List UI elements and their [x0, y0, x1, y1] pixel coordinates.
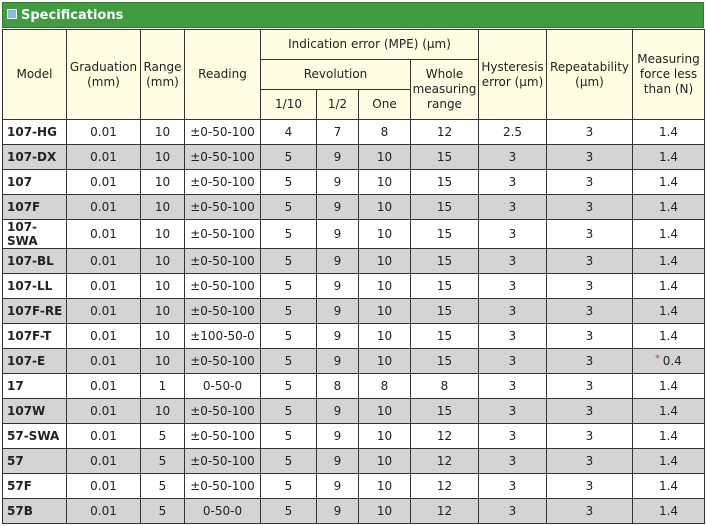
- rev-one-cell: 10: [359, 349, 411, 374]
- model-cell: 107F-T: [3, 324, 67, 349]
- measuring-force-value: 1.4: [658, 150, 679, 164]
- table-row: [3, 324, 705, 349]
- rev-one-cell: 10: [359, 449, 411, 474]
- whole-range-cell: 12: [411, 499, 479, 524]
- graduation-cell: 0.01: [67, 324, 141, 349]
- rev-tenth-cell: 5: [261, 449, 317, 474]
- header-model: Model: [3, 30, 67, 120]
- rev-one-cell: 8: [359, 374, 411, 399]
- hysteresis-cell: 3: [479, 195, 547, 220]
- rev-half-cell: 9: [317, 249, 359, 274]
- measuring-force-value: 1.4: [658, 479, 679, 493]
- rev-half-cell: 9: [317, 274, 359, 299]
- measuring-force-cell: [633, 374, 705, 399]
- hysteresis-cell: 3: [479, 474, 547, 499]
- repeatability-cell: 3: [547, 349, 633, 374]
- header-rev-half: 1/2: [317, 90, 359, 120]
- header-reading: Reading: [185, 30, 261, 120]
- table-row: [3, 399, 705, 424]
- range-cell: 10: [141, 220, 185, 249]
- rev-tenth-cell: 5: [261, 474, 317, 499]
- measuring-force-value: 1.4: [658, 504, 679, 518]
- range-cell: 10: [141, 170, 185, 195]
- measuring-force-cell: [633, 195, 705, 220]
- table-row: [3, 499, 705, 524]
- reading-cell: ±0-50-100: [185, 399, 261, 424]
- repeatability-cell: 3: [547, 120, 633, 145]
- rev-tenth-cell: 5: [261, 195, 317, 220]
- measuring-force-value: 1.4: [658, 200, 679, 214]
- rev-half-cell: 9: [317, 220, 359, 249]
- reading-cell: 0-50-0: [185, 374, 261, 399]
- reading-cell: ±0-50-100: [185, 299, 261, 324]
- model-cell: 17: [3, 374, 67, 399]
- rev-half-cell: 7: [317, 120, 359, 145]
- measuring-force-value: 1.4: [658, 175, 679, 189]
- whole-range-cell: 15: [411, 299, 479, 324]
- repeatability-cell: 3: [547, 474, 633, 499]
- specifications-table: [2, 29, 705, 524]
- repeatability-cell: 3: [547, 299, 633, 324]
- reading-cell: ±0-50-100: [185, 349, 261, 374]
- rev-half-cell: 9: [317, 299, 359, 324]
- reading-cell: ±0-50-100: [185, 274, 261, 299]
- repeatability-cell: 3: [547, 324, 633, 349]
- model-cell: 107F-RE: [3, 299, 67, 324]
- rev-half-cell: 9: [317, 449, 359, 474]
- reading-cell: ±0-50-100: [185, 474, 261, 499]
- hysteresis-cell: 3: [479, 499, 547, 524]
- graduation-cell: 0.01: [67, 299, 141, 324]
- range-cell: 5: [141, 499, 185, 524]
- square-bullet-icon: [7, 9, 17, 19]
- graduation-cell: 0.01: [67, 374, 141, 399]
- rev-one-cell: 10: [359, 474, 411, 499]
- measuring-force-value: 1.4: [658, 304, 679, 318]
- rev-half-cell: 9: [317, 195, 359, 220]
- measuring-force-value: 1.4: [658, 454, 679, 468]
- graduation-cell: 0.01: [67, 249, 141, 274]
- range-cell: 5: [141, 449, 185, 474]
- model-cell: 57F: [3, 474, 67, 499]
- hysteresis-cell: 3: [479, 374, 547, 399]
- hysteresis-cell: 3: [479, 349, 547, 374]
- range-cell: 10: [141, 145, 185, 170]
- rev-one-cell: 10: [359, 424, 411, 449]
- rev-tenth-cell: 5: [261, 299, 317, 324]
- whole-range-cell: 15: [411, 145, 479, 170]
- measuring-force-cell: [633, 399, 705, 424]
- table-header: [3, 30, 705, 120]
- table-row: [3, 474, 705, 499]
- header-graduation: Graduation (mm): [67, 30, 141, 120]
- graduation-cell: 0.01: [67, 399, 141, 424]
- measuring-force-cell: [633, 499, 705, 524]
- header-repeatability: Repeatability (µm): [547, 30, 633, 120]
- repeatability-cell: 3: [547, 249, 633, 274]
- hysteresis-cell: 3: [479, 249, 547, 274]
- whole-range-cell: 15: [411, 249, 479, 274]
- hysteresis-cell: 3: [479, 170, 547, 195]
- header-whole-range: Whole measuring range: [411, 60, 479, 120]
- whole-range-cell: 15: [411, 324, 479, 349]
- range-cell: 5: [141, 474, 185, 499]
- model-cell: 57-SWA: [3, 424, 67, 449]
- rev-tenth-cell: 5: [261, 249, 317, 274]
- model-cell: 107W: [3, 399, 67, 424]
- measuring-force-cell: [633, 274, 705, 299]
- repeatability-cell: 3: [547, 195, 633, 220]
- reading-cell: ±0-50-100: [185, 220, 261, 249]
- model-cell: 107: [3, 170, 67, 195]
- measuring-force-cell: [633, 145, 705, 170]
- rev-one-cell: 10: [359, 324, 411, 349]
- range-cell: 10: [141, 324, 185, 349]
- table-row: [3, 274, 705, 299]
- rev-tenth-cell: 5: [261, 324, 317, 349]
- rev-one-cell: 10: [359, 499, 411, 524]
- graduation-cell: 0.01: [67, 474, 141, 499]
- model-cell: 107-DX: [3, 145, 67, 170]
- repeatability-cell: 3: [547, 399, 633, 424]
- table-row: [3, 145, 705, 170]
- header-revolution: Revolution: [261, 60, 411, 90]
- model-cell: 107-BL: [3, 249, 67, 274]
- range-cell: 10: [141, 274, 185, 299]
- repeatability-cell: 3: [547, 170, 633, 195]
- graduation-cell: 0.01: [67, 170, 141, 195]
- header-indication-error: Indication error (MPE) (µm): [261, 30, 479, 60]
- repeatability-cell: 3: [547, 499, 633, 524]
- hysteresis-cell: 3: [479, 145, 547, 170]
- model-cell: 107-SWA: [3, 220, 67, 249]
- table-row: [3, 299, 705, 324]
- graduation-cell: 0.01: [67, 424, 141, 449]
- whole-range-cell: 15: [411, 349, 479, 374]
- graduation-cell: 0.01: [67, 220, 141, 249]
- whole-range-cell: 8: [411, 374, 479, 399]
- measuring-force-cell: [633, 299, 705, 324]
- measuring-force-value: 1.4: [658, 125, 679, 139]
- rev-tenth-cell: 5: [261, 170, 317, 195]
- table-row: [3, 424, 705, 449]
- range-cell: 10: [141, 249, 185, 274]
- rev-half-cell: 9: [317, 474, 359, 499]
- reading-cell: ±0-50-100: [185, 195, 261, 220]
- range-cell: 10: [141, 399, 185, 424]
- whole-range-cell: 15: [411, 220, 479, 249]
- hysteresis-cell: 3: [479, 449, 547, 474]
- header-hysteresis: Hysteresis error (µm): [479, 30, 547, 120]
- hysteresis-cell: 3: [479, 299, 547, 324]
- repeatability-cell: 3: [547, 374, 633, 399]
- measuring-force-value: 1.4: [658, 404, 679, 418]
- hysteresis-cell: 3: [479, 424, 547, 449]
- header-rev-one: One: [359, 90, 411, 120]
- range-cell: 10: [141, 195, 185, 220]
- whole-range-cell: 15: [411, 274, 479, 299]
- rev-tenth-cell: 5: [261, 499, 317, 524]
- measuring-force-cell: [633, 449, 705, 474]
- hysteresis-cell: 3: [479, 274, 547, 299]
- repeatability-cell: 3: [547, 274, 633, 299]
- measuring-force-value: 1.4: [658, 379, 679, 393]
- whole-range-cell: 12: [411, 120, 479, 145]
- table-row: [3, 120, 705, 145]
- header-measuring-force: Measuring force less than (N): [633, 30, 705, 120]
- measuring-force-cell: [633, 349, 705, 374]
- rev-half-cell: 9: [317, 170, 359, 195]
- whole-range-cell: 12: [411, 449, 479, 474]
- table-row: [3, 170, 705, 195]
- measuring-force-value: 1.4: [658, 329, 679, 343]
- graduation-cell: 0.01: [67, 499, 141, 524]
- rev-tenth-cell: 5: [261, 424, 317, 449]
- rev-tenth-cell: 5: [261, 374, 317, 399]
- graduation-cell: 0.01: [67, 449, 141, 474]
- whole-range-cell: 12: [411, 474, 479, 499]
- rev-one-cell: 8: [359, 120, 411, 145]
- graduation-cell: 0.01: [67, 195, 141, 220]
- hysteresis-cell: 2.5: [479, 120, 547, 145]
- measuring-force-cell: [633, 249, 705, 274]
- model-cell: 107F: [3, 195, 67, 220]
- graduation-cell: 0.01: [67, 145, 141, 170]
- rev-one-cell: 10: [359, 220, 411, 249]
- repeatability-cell: 3: [547, 424, 633, 449]
- whole-range-cell: 12: [411, 424, 479, 449]
- measuring-force-cell: [633, 120, 705, 145]
- model-cell: 107-LL: [3, 274, 67, 299]
- rev-half-cell: 9: [317, 424, 359, 449]
- asterisk-note-mark: *: [655, 354, 660, 364]
- table-row: [3, 349, 705, 374]
- rev-half-cell: 9: [317, 145, 359, 170]
- range-cell: 10: [141, 120, 185, 145]
- reading-cell: ±0-50-100: [185, 249, 261, 274]
- rev-half-cell: 9: [317, 399, 359, 424]
- rev-half-cell: 9: [317, 499, 359, 524]
- rev-one-cell: 10: [359, 274, 411, 299]
- range-cell: 1: [141, 374, 185, 399]
- model-cell: 107-E: [3, 349, 67, 374]
- graduation-cell: 0.01: [67, 274, 141, 299]
- model-cell: 57B: [3, 499, 67, 524]
- measuring-force-cell: [633, 324, 705, 349]
- rev-half-cell: 8: [317, 374, 359, 399]
- rev-tenth-cell: 5: [261, 274, 317, 299]
- table-row: [3, 195, 705, 220]
- header-range: Range (mm): [141, 30, 185, 120]
- rev-one-cell: 10: [359, 249, 411, 274]
- hysteresis-cell: 3: [479, 399, 547, 424]
- table-row: [3, 220, 705, 249]
- rev-tenth-cell: 5: [261, 349, 317, 374]
- rev-tenth-cell: 5: [261, 145, 317, 170]
- repeatability-cell: 3: [547, 449, 633, 474]
- range-cell: 10: [141, 349, 185, 374]
- graduation-cell: 0.01: [67, 349, 141, 374]
- measuring-force-value: 1.4: [658, 227, 679, 241]
- reading-cell: ±0-50-100: [185, 424, 261, 449]
- rev-one-cell: 10: [359, 399, 411, 424]
- rev-half-cell: 9: [317, 349, 359, 374]
- whole-range-cell: 15: [411, 195, 479, 220]
- model-cell: 107-HG: [3, 120, 67, 145]
- rev-one-cell: 10: [359, 170, 411, 195]
- reading-cell: ±0-50-100: [185, 170, 261, 195]
- measuring-force-cell: [633, 424, 705, 449]
- range-cell: 10: [141, 299, 185, 324]
- reading-cell: ±0-50-100: [185, 449, 261, 474]
- measuring-force-cell: [633, 170, 705, 195]
- rev-one-cell: 10: [359, 299, 411, 324]
- measuring-force-cell: [633, 474, 705, 499]
- rev-tenth-cell: 4: [261, 120, 317, 145]
- measuring-force-cell: [633, 220, 705, 249]
- whole-range-cell: 15: [411, 170, 479, 195]
- measuring-force-value: 0.4: [662, 354, 682, 368]
- spec-panel: [2, 2, 704, 524]
- reading-cell: ±100-50-0: [185, 324, 261, 349]
- panel-title: Specifications: [21, 8, 124, 23]
- table-body: [3, 120, 705, 524]
- whole-range-cell: 15: [411, 399, 479, 424]
- header-rev-tenth: 1/10: [261, 90, 317, 120]
- reading-cell: ±0-50-100: [185, 120, 261, 145]
- rev-tenth-cell: 5: [261, 399, 317, 424]
- hysteresis-cell: 3: [479, 220, 547, 249]
- table-row: [3, 449, 705, 474]
- graduation-cell: 0.01: [67, 120, 141, 145]
- rev-one-cell: 10: [359, 195, 411, 220]
- model-cell: 57: [3, 449, 67, 474]
- reading-cell: 0-50-0: [185, 499, 261, 524]
- hysteresis-cell: 3: [479, 324, 547, 349]
- title-bar: [2, 2, 704, 28]
- rev-tenth-cell: 5: [261, 220, 317, 249]
- table-row: [3, 374, 705, 399]
- repeatability-cell: 3: [547, 145, 633, 170]
- measuring-force-value: 1.4: [658, 429, 679, 443]
- reading-cell: ±0-50-100: [185, 145, 261, 170]
- rev-one-cell: 10: [359, 145, 411, 170]
- table-row: [3, 249, 705, 274]
- measuring-force-value: 1.4: [658, 279, 679, 293]
- range-cell: 5: [141, 424, 185, 449]
- rev-half-cell: 9: [317, 324, 359, 349]
- measuring-force-value: 1.4: [658, 254, 679, 268]
- repeatability-cell: 3: [547, 220, 633, 249]
